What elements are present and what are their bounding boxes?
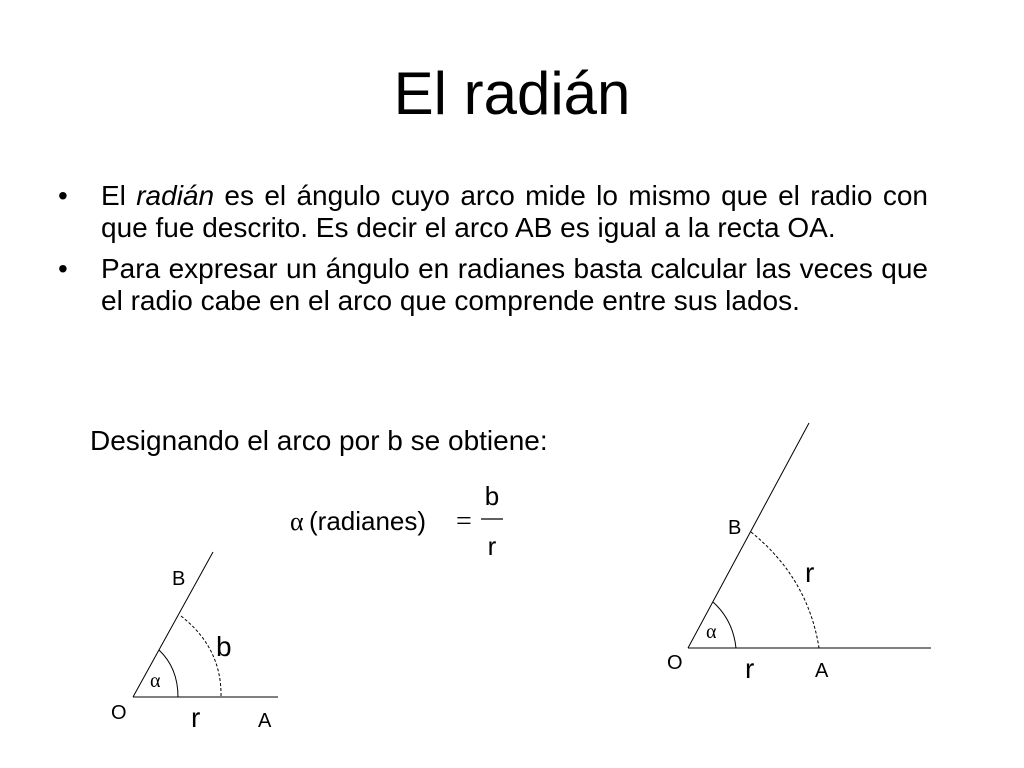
- formula-numerator: b: [484, 481, 500, 511]
- bullet-text-rest: es el ángulo cuyo arco mide lo mismo que el radio con que fue descrito. Es decir el arco AB es igual a la recta OA.: [101, 180, 928, 243]
- formula-equals: =: [456, 506, 472, 537]
- diagram-small: [111, 552, 278, 733]
- slide-title: El radián: [393, 60, 631, 127]
- radius-label-r: r: [745, 653, 755, 684]
- angle-arc: [159, 650, 178, 697]
- formula-alpha: α: [290, 507, 304, 536]
- angle-label-alpha: α: [706, 621, 717, 643]
- point-label-a: A: [258, 710, 272, 732]
- bullet-text-start: El: [101, 180, 137, 211]
- formula: [290, 481, 503, 561]
- diagram-large: [667, 423, 931, 684]
- ray-ob: [688, 423, 809, 648]
- bullet-emphasis-radian: radián: [136, 180, 215, 211]
- bullet-text: Para expresar un ángulo en radianes basta calcular las veces que el radio cabe en el arco que comprende entre sus lados.: [101, 253, 928, 316]
- radius-label-r: r: [191, 702, 201, 733]
- formula-denominator: r: [487, 531, 497, 561]
- point-label-o: O: [667, 652, 683, 674]
- bullet-marker: •: [58, 180, 68, 211]
- point-label-o: O: [111, 702, 127, 724]
- point-label-a: A: [815, 660, 829, 682]
- formula-lhs-text: (radianes): [309, 506, 427, 536]
- point-label-b: B: [728, 517, 742, 539]
- arc-label-r: r: [805, 557, 815, 588]
- arc-ab: [751, 532, 819, 648]
- lead-text: Designando el arco por b se obtiene:: [90, 425, 548, 456]
- point-label-b: B: [172, 568, 186, 590]
- bullet-marker: •: [58, 253, 68, 284]
- arc-label-b: b: [216, 631, 232, 662]
- angle-label-alpha: α: [150, 670, 161, 692]
